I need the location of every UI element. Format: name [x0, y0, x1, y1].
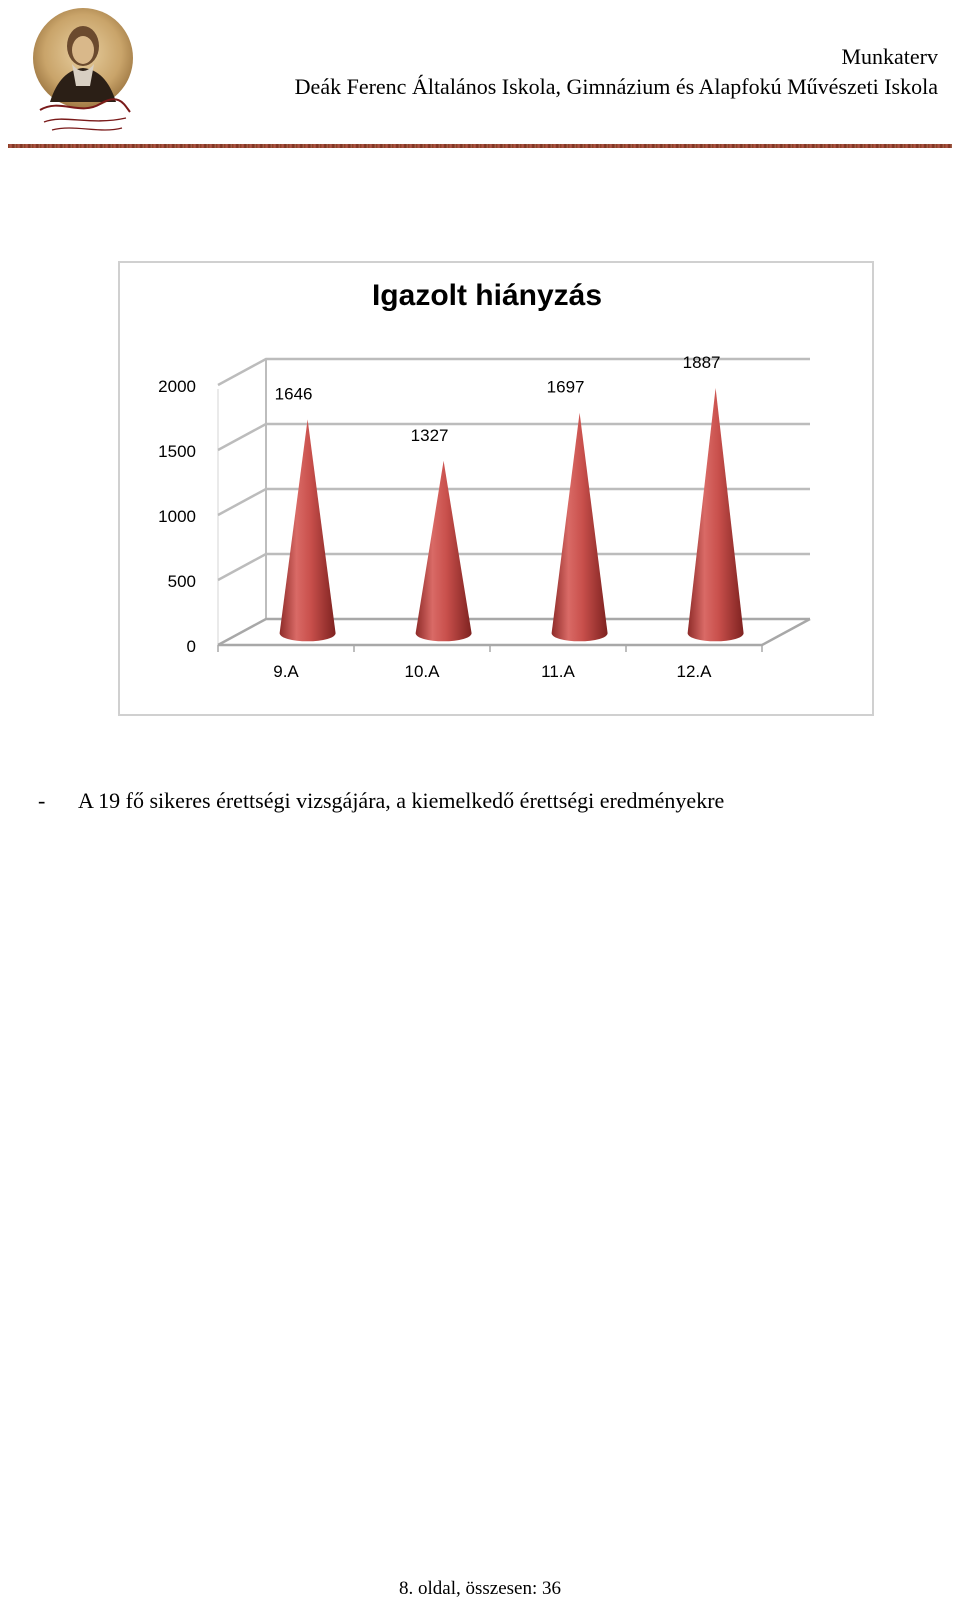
bullet-text: A 19 fő sikeres érettségi vizsgájára, a kiemelkedő érettségi eredményekre: [78, 788, 725, 813]
y-tick-label: 500: [167, 572, 196, 591]
chart-canvas: [120, 263, 872, 714]
data-label: 1646: [274, 384, 313, 404]
y-tick-label: 0: [186, 637, 196, 656]
y-tick-label: 1500: [158, 442, 196, 461]
data-label: 1887: [682, 352, 721, 372]
chart-title: Igazolt hiányzás: [371, 279, 603, 312]
x-tick-label: 12.A: [676, 662, 712, 681]
bar-9.A: [280, 419, 336, 641]
bar-11.A: [552, 413, 608, 642]
bullet-marker: -: [38, 788, 46, 813]
header-divider: [8, 144, 952, 148]
bar-12.A: [688, 388, 744, 641]
x-tick-label: 10.A: [404, 662, 440, 681]
y-tick-label: 2000: [158, 377, 196, 396]
data-label: 1697: [546, 377, 585, 397]
page-number: 8. oldal, összesen: 36: [398, 1578, 561, 1599]
x-tick-label: 11.A: [541, 662, 575, 681]
school-portrait-logo: [30, 6, 136, 138]
y-tick-label: 1000: [158, 507, 196, 526]
absence-chart: [118, 261, 874, 716]
data-label: 1327: [410, 425, 449, 445]
document-title: Munkaterv: [841, 44, 938, 69]
school-name: Deák Ferenc Általános Iskola, Gimnázium és Alapfokú Művészeti Iskola: [294, 74, 938, 99]
x-tick-label: 9.A: [273, 662, 299, 681]
gridline: [218, 359, 810, 385]
bullet-item: [38, 788, 724, 814]
